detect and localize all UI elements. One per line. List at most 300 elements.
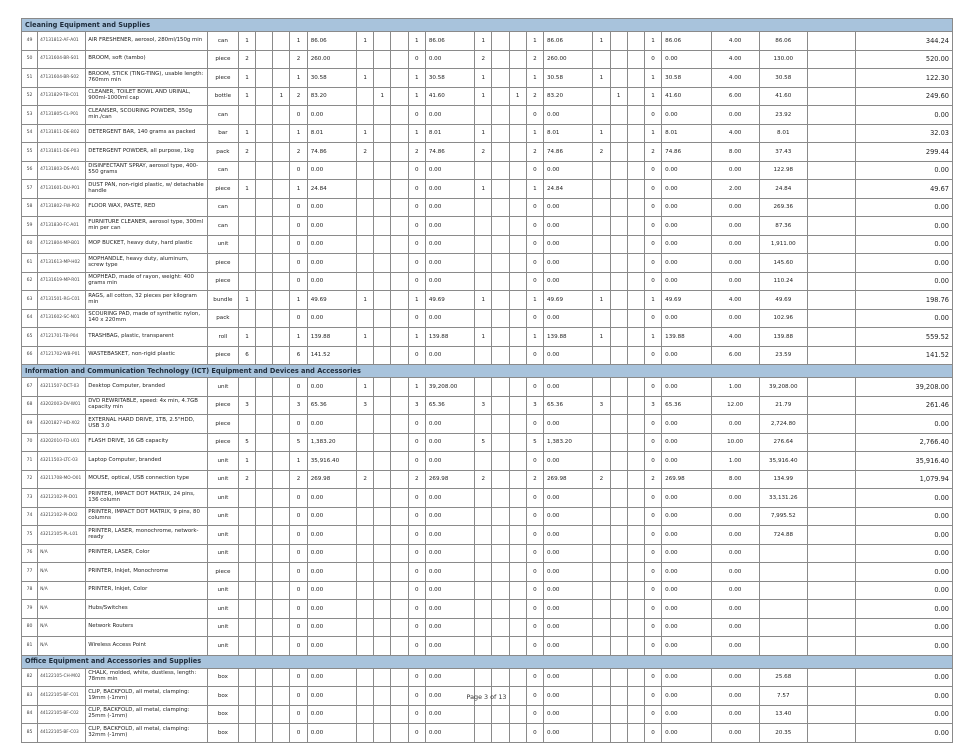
month-qty (627, 328, 644, 347)
table-row (22, 507, 953, 526)
q3-qty: 2 (526, 50, 543, 69)
q3-amount: 86.06 (544, 32, 593, 51)
q3-qty: 1 (526, 291, 543, 310)
item-description: DVD REWRITABLE, speed: 4x min, 4.7GB capacity min (86, 396, 208, 415)
q4-qty: 0 (644, 637, 661, 656)
q4-qty: 0 (644, 50, 661, 69)
q2-amount: 86.06 (425, 32, 474, 51)
q3-qty: 2 (526, 143, 543, 162)
q4-qty: 0 (644, 526, 661, 545)
month-qty (627, 69, 644, 88)
total-amount: 0.00 (856, 687, 953, 706)
q4-amount: 0.00 (662, 507, 711, 526)
q1-qty: 1 (290, 328, 307, 347)
item-description: DETERGENT POWDER, all purpose, 1kg (86, 143, 208, 162)
spacer-cell (807, 415, 855, 434)
q3-amount: 0.00 (544, 272, 593, 291)
month-qty: 3 (593, 396, 610, 415)
month-qty (256, 489, 273, 508)
month-qty (273, 69, 290, 88)
month-qty (627, 143, 644, 162)
item-description: Hubs/Switches (86, 600, 208, 619)
month-qty (273, 291, 290, 310)
q4-amount: 41.60 (662, 87, 711, 106)
month-qty (391, 544, 408, 563)
month-qty: 1 (475, 328, 492, 347)
q2-qty: 0 (408, 180, 425, 199)
month-qty (238, 581, 255, 600)
q4-amount: 0.00 (662, 637, 711, 656)
spacer-cell (807, 396, 855, 415)
month-qty (357, 507, 374, 526)
section-header (22, 655, 953, 668)
total-amount: 0.00 (856, 544, 953, 563)
total-qty: 0.00 (711, 217, 759, 236)
procurement-plan-page (21, 18, 953, 743)
q1-qty: 0 (290, 618, 307, 637)
month-qty (357, 581, 374, 600)
month-qty (391, 618, 408, 637)
q2-qty: 1 (408, 328, 425, 347)
total-qty: 0.00 (711, 254, 759, 273)
q3-qty: 0 (526, 507, 543, 526)
month-qty (256, 180, 273, 199)
unit-of-measure: piece (207, 415, 238, 434)
month-qty (238, 544, 255, 563)
month-qty (273, 581, 290, 600)
month-qty (391, 507, 408, 526)
item-number: 76 (22, 544, 38, 563)
q3-qty: 0 (526, 217, 543, 236)
month-qty (391, 291, 408, 310)
spacer-cell (807, 378, 855, 397)
q2-qty: 2 (408, 470, 425, 489)
unit-of-measure: roll (207, 328, 238, 347)
month-qty: 2 (357, 470, 374, 489)
table-row (22, 32, 953, 51)
item-number: 70 (22, 433, 38, 452)
item-code: N/A (38, 600, 86, 619)
total-amount: 49.67 (856, 180, 953, 199)
q1-qty: 0 (290, 489, 307, 508)
total-qty: 0.00 (711, 235, 759, 254)
month-qty (256, 124, 273, 143)
month-qty (273, 143, 290, 162)
total-qty: 0.00 (711, 724, 759, 743)
q1-amount: 8.01 (307, 124, 356, 143)
month-qty (256, 161, 273, 180)
month-qty (593, 415, 610, 434)
month-qty (509, 198, 526, 217)
item-description: PRINTER, Inkjet, Monochrome (86, 563, 208, 582)
q3-amount: 0.00 (544, 378, 593, 397)
month-qty (593, 217, 610, 236)
q2-amount: 0.00 (425, 668, 474, 687)
month-qty (509, 544, 526, 563)
q2-amount: 30.58 (425, 69, 474, 88)
item-code: N/A (38, 618, 86, 637)
q4-amount: 0.00 (662, 724, 711, 743)
month-qty (593, 581, 610, 600)
month-qty (492, 291, 509, 310)
month-qty (256, 217, 273, 236)
month-qty: 1 (475, 87, 492, 106)
q1-amount: 0.00 (307, 724, 356, 743)
q2-amount: 0.00 (425, 618, 474, 637)
q3-qty: 0 (526, 415, 543, 434)
q2-amount: 8.01 (425, 124, 474, 143)
month-qty (238, 618, 255, 637)
q2-amount: 0.00 (425, 452, 474, 471)
month-qty (374, 272, 391, 291)
spacer-cell (807, 87, 855, 106)
month-qty (475, 378, 492, 397)
month-qty: 1 (593, 32, 610, 51)
item-description: DUST PAN, non-rigid plastic, w/ detachable handle (86, 180, 208, 199)
month-qty (475, 581, 492, 600)
month-qty (492, 452, 509, 471)
spacer-cell (807, 217, 855, 236)
q1-qty: 0 (290, 161, 307, 180)
month-qty (593, 272, 610, 291)
table-row (22, 705, 953, 724)
item-number: 64 (22, 309, 38, 328)
month-qty (492, 217, 509, 236)
month-qty (627, 581, 644, 600)
spacer-cell (807, 507, 855, 526)
q1-amount: 74.86 (307, 143, 356, 162)
q4-amount: 0.00 (662, 668, 711, 687)
month-qty (627, 396, 644, 415)
month-qty (627, 198, 644, 217)
month-qty (475, 526, 492, 545)
month-qty (374, 618, 391, 637)
q4-amount: 0.00 (662, 415, 711, 434)
item-number: 54 (22, 124, 38, 143)
table-row (22, 309, 953, 328)
q3-qty: 2 (526, 87, 543, 106)
q1-qty: 0 (290, 415, 307, 434)
q3-amount: 0.00 (544, 235, 593, 254)
month-qty: 1 (593, 291, 610, 310)
month-qty (509, 106, 526, 125)
month-qty (391, 489, 408, 508)
q2-qty: 0 (408, 705, 425, 724)
section-title: Information and Communication Technology (ICT) Equipment and Devices and Accessories (22, 365, 953, 378)
month-qty (627, 87, 644, 106)
month-qty (256, 581, 273, 600)
q3-amount: 1,383.20 (544, 433, 593, 452)
month-qty (475, 161, 492, 180)
month-qty (610, 198, 627, 217)
month-qty (475, 637, 492, 656)
item-code: 47131613-MP-H02 (38, 254, 86, 273)
item-description: PRINTER, IMPACT DOT MATRIX, 24 pins, 136 column (86, 489, 208, 508)
month-qty (593, 106, 610, 125)
month-qty: 2 (238, 143, 255, 162)
q3-amount: 0.00 (544, 415, 593, 434)
month-qty (509, 32, 526, 51)
q2-amount: 0.00 (425, 235, 474, 254)
month-qty: 2 (475, 470, 492, 489)
q4-amount: 0.00 (662, 600, 711, 619)
month-qty (391, 346, 408, 365)
month-qty (357, 668, 374, 687)
total-amount: 0.00 (856, 526, 953, 545)
q3-qty: 1 (526, 32, 543, 51)
month-qty: 2 (593, 470, 610, 489)
month-qty (475, 217, 492, 236)
q4-amount: 269.98 (662, 470, 711, 489)
month-qty (357, 544, 374, 563)
total-amount: 0.00 (856, 705, 953, 724)
unit-of-measure: box (207, 724, 238, 743)
table-row (22, 470, 953, 489)
month-qty (593, 346, 610, 365)
month-qty (238, 563, 255, 582)
q2-qty: 0 (408, 600, 425, 619)
unit-of-measure: unit (207, 637, 238, 656)
table-row (22, 217, 953, 236)
total-amount: 299.44 (856, 143, 953, 162)
q1-amount: 0.00 (307, 507, 356, 526)
month-qty (509, 235, 526, 254)
month-qty (374, 378, 391, 397)
month-qty (610, 69, 627, 88)
q1-qty: 0 (290, 309, 307, 328)
total-qty: 0.00 (711, 106, 759, 125)
item-number: 79 (22, 600, 38, 619)
table-row (22, 600, 953, 619)
unit-of-measure: unit (207, 507, 238, 526)
month-qty (475, 507, 492, 526)
spacer-cell (807, 433, 855, 452)
item-number: 63 (22, 291, 38, 310)
month-qty (391, 32, 408, 51)
item-description: DETERGENT BAR, 140 grams as packed (86, 124, 208, 143)
item-code: 47131811-DE-P03 (38, 143, 86, 162)
total-qty: 2.00 (711, 180, 759, 199)
item-description: WASTEBASKET, non-rigid plastic (86, 346, 208, 365)
month-qty: 1 (610, 87, 627, 106)
month-qty (610, 618, 627, 637)
q2-qty: 0 (408, 198, 425, 217)
q2-amount: 0.00 (425, 544, 474, 563)
q4-amount: 0.00 (662, 433, 711, 452)
spacer-cell (807, 544, 855, 563)
month-qty (374, 724, 391, 743)
month-qty (256, 254, 273, 273)
month-qty: 1 (475, 291, 492, 310)
item-number: 71 (22, 452, 38, 471)
unit-price (759, 618, 807, 637)
total-qty: 0.00 (711, 507, 759, 526)
item-code: 47131501-RG-C01 (38, 291, 86, 310)
q1-qty: 0 (290, 507, 307, 526)
unit-price: 724.88 (759, 526, 807, 545)
month-qty (357, 161, 374, 180)
month-qty (492, 489, 509, 508)
q1-amount: 0.00 (307, 415, 356, 434)
month-qty (509, 69, 526, 88)
item-number: 72 (22, 470, 38, 489)
q2-amount: 0.00 (425, 563, 474, 582)
unit-of-measure: unit (207, 618, 238, 637)
total-qty: 0.00 (711, 581, 759, 600)
item-description: Network Routers (86, 618, 208, 637)
table-row (22, 452, 953, 471)
total-amount: 0.00 (856, 161, 953, 180)
q2-qty: 0 (408, 50, 425, 69)
month-qty (374, 452, 391, 471)
month-qty (610, 124, 627, 143)
month-qty (256, 106, 273, 125)
month-qty (492, 668, 509, 687)
month-qty: 2 (357, 143, 374, 162)
item-number: 51 (22, 69, 38, 88)
item-code: 44122105-BF-C02 (38, 705, 86, 724)
total-qty: 4.00 (711, 328, 759, 347)
q3-qty: 0 (526, 309, 543, 328)
month-qty (610, 254, 627, 273)
month-qty (627, 668, 644, 687)
month-qty: 6 (238, 346, 255, 365)
q1-amount: 0.00 (307, 235, 356, 254)
table-row (22, 581, 953, 600)
month-qty (374, 600, 391, 619)
month-qty (509, 309, 526, 328)
item-code: 47121804-MP-B01 (38, 235, 86, 254)
table-row (22, 544, 953, 563)
month-qty (492, 235, 509, 254)
q1-qty: 0 (290, 106, 307, 125)
q1-amount: 0.00 (307, 687, 356, 706)
total-amount: 0.00 (856, 724, 953, 743)
month-qty (256, 346, 273, 365)
month-qty (509, 161, 526, 180)
total-qty: 4.00 (711, 291, 759, 310)
month-qty (374, 526, 391, 545)
month-qty (627, 217, 644, 236)
q4-qty: 0 (644, 618, 661, 637)
q4-amount: 139.88 (662, 328, 711, 347)
q1-amount: 65.36 (307, 396, 356, 415)
q1-qty: 0 (290, 581, 307, 600)
month-qty (238, 254, 255, 273)
item-number: 85 (22, 724, 38, 743)
month-qty (256, 69, 273, 88)
spacer-cell (807, 254, 855, 273)
item-description: BROOM, STICK (TING-TING), usable length: 760mm min (86, 69, 208, 88)
month-qty (374, 291, 391, 310)
total-qty: 0.00 (711, 415, 759, 434)
month-qty: 1 (475, 124, 492, 143)
month-qty (627, 489, 644, 508)
total-amount: 39,208.00 (856, 378, 953, 397)
q3-qty: 0 (526, 705, 543, 724)
item-number: 58 (22, 198, 38, 217)
month-qty (492, 272, 509, 291)
month-qty (357, 346, 374, 365)
total-amount: 122.30 (856, 69, 953, 88)
q4-amount: 0.00 (662, 50, 711, 69)
item-description: PRINTER, LASER, monochrome, network-ready (86, 526, 208, 545)
unit-of-measure: can (207, 198, 238, 217)
q1-amount: 0.00 (307, 272, 356, 291)
spacer-cell (807, 69, 855, 88)
month-qty (593, 452, 610, 471)
month-qty (238, 507, 255, 526)
q4-qty: 0 (644, 563, 661, 582)
month-qty (391, 415, 408, 434)
q2-amount: 0.00 (425, 50, 474, 69)
month-qty (475, 415, 492, 434)
q1-amount: 0.00 (307, 637, 356, 656)
item-description: FLASH DRIVE, 16 GB capacity (86, 433, 208, 452)
item-code: N/A (38, 637, 86, 656)
month-qty (256, 705, 273, 724)
month-qty (509, 637, 526, 656)
q1-amount: 30.58 (307, 69, 356, 88)
month-qty (610, 544, 627, 563)
month-qty (391, 254, 408, 273)
q1-amount: 139.88 (307, 328, 356, 347)
month-qty: 2 (238, 50, 255, 69)
month-qty (627, 600, 644, 619)
unit-price: 102.96 (759, 309, 807, 328)
month-qty (593, 198, 610, 217)
table-row (22, 143, 953, 162)
total-qty: 8.00 (711, 143, 759, 162)
month-qty (256, 452, 273, 471)
q4-qty: 1 (644, 32, 661, 51)
unit-price: 86.06 (759, 32, 807, 51)
unit-of-measure: pack (207, 309, 238, 328)
table-row (22, 637, 953, 656)
q1-qty: 1 (290, 124, 307, 143)
total-qty: 0.00 (711, 489, 759, 508)
total-qty: 10.00 (711, 433, 759, 452)
item-code: 44122105-BF-C03 (38, 724, 86, 743)
q2-amount: 0.00 (425, 217, 474, 236)
q3-amount: 0.00 (544, 581, 593, 600)
table-row (22, 415, 953, 434)
spacer-cell (807, 124, 855, 143)
month-qty (627, 563, 644, 582)
q3-amount: 0.00 (544, 106, 593, 125)
month-qty (475, 235, 492, 254)
month-qty (509, 526, 526, 545)
month-qty (357, 637, 374, 656)
month-qty: 1 (357, 291, 374, 310)
month-qty (273, 526, 290, 545)
q2-qty: 0 (408, 724, 425, 743)
item-description: FLOOR WAX, PASTE, RED (86, 198, 208, 217)
item-code: 43212102-PI-D02 (38, 507, 86, 526)
q4-qty: 0 (644, 687, 661, 706)
month-qty (492, 415, 509, 434)
unit-price (759, 600, 807, 619)
q3-qty: 5 (526, 433, 543, 452)
month-qty (256, 433, 273, 452)
item-code: 43211507-DCT-03 (38, 378, 86, 397)
month-qty (492, 106, 509, 125)
month-qty (357, 198, 374, 217)
month-qty (374, 106, 391, 125)
q1-amount: 0.00 (307, 544, 356, 563)
item-code: 43201827-HD-X02 (38, 415, 86, 434)
q4-amount: 0.00 (662, 106, 711, 125)
